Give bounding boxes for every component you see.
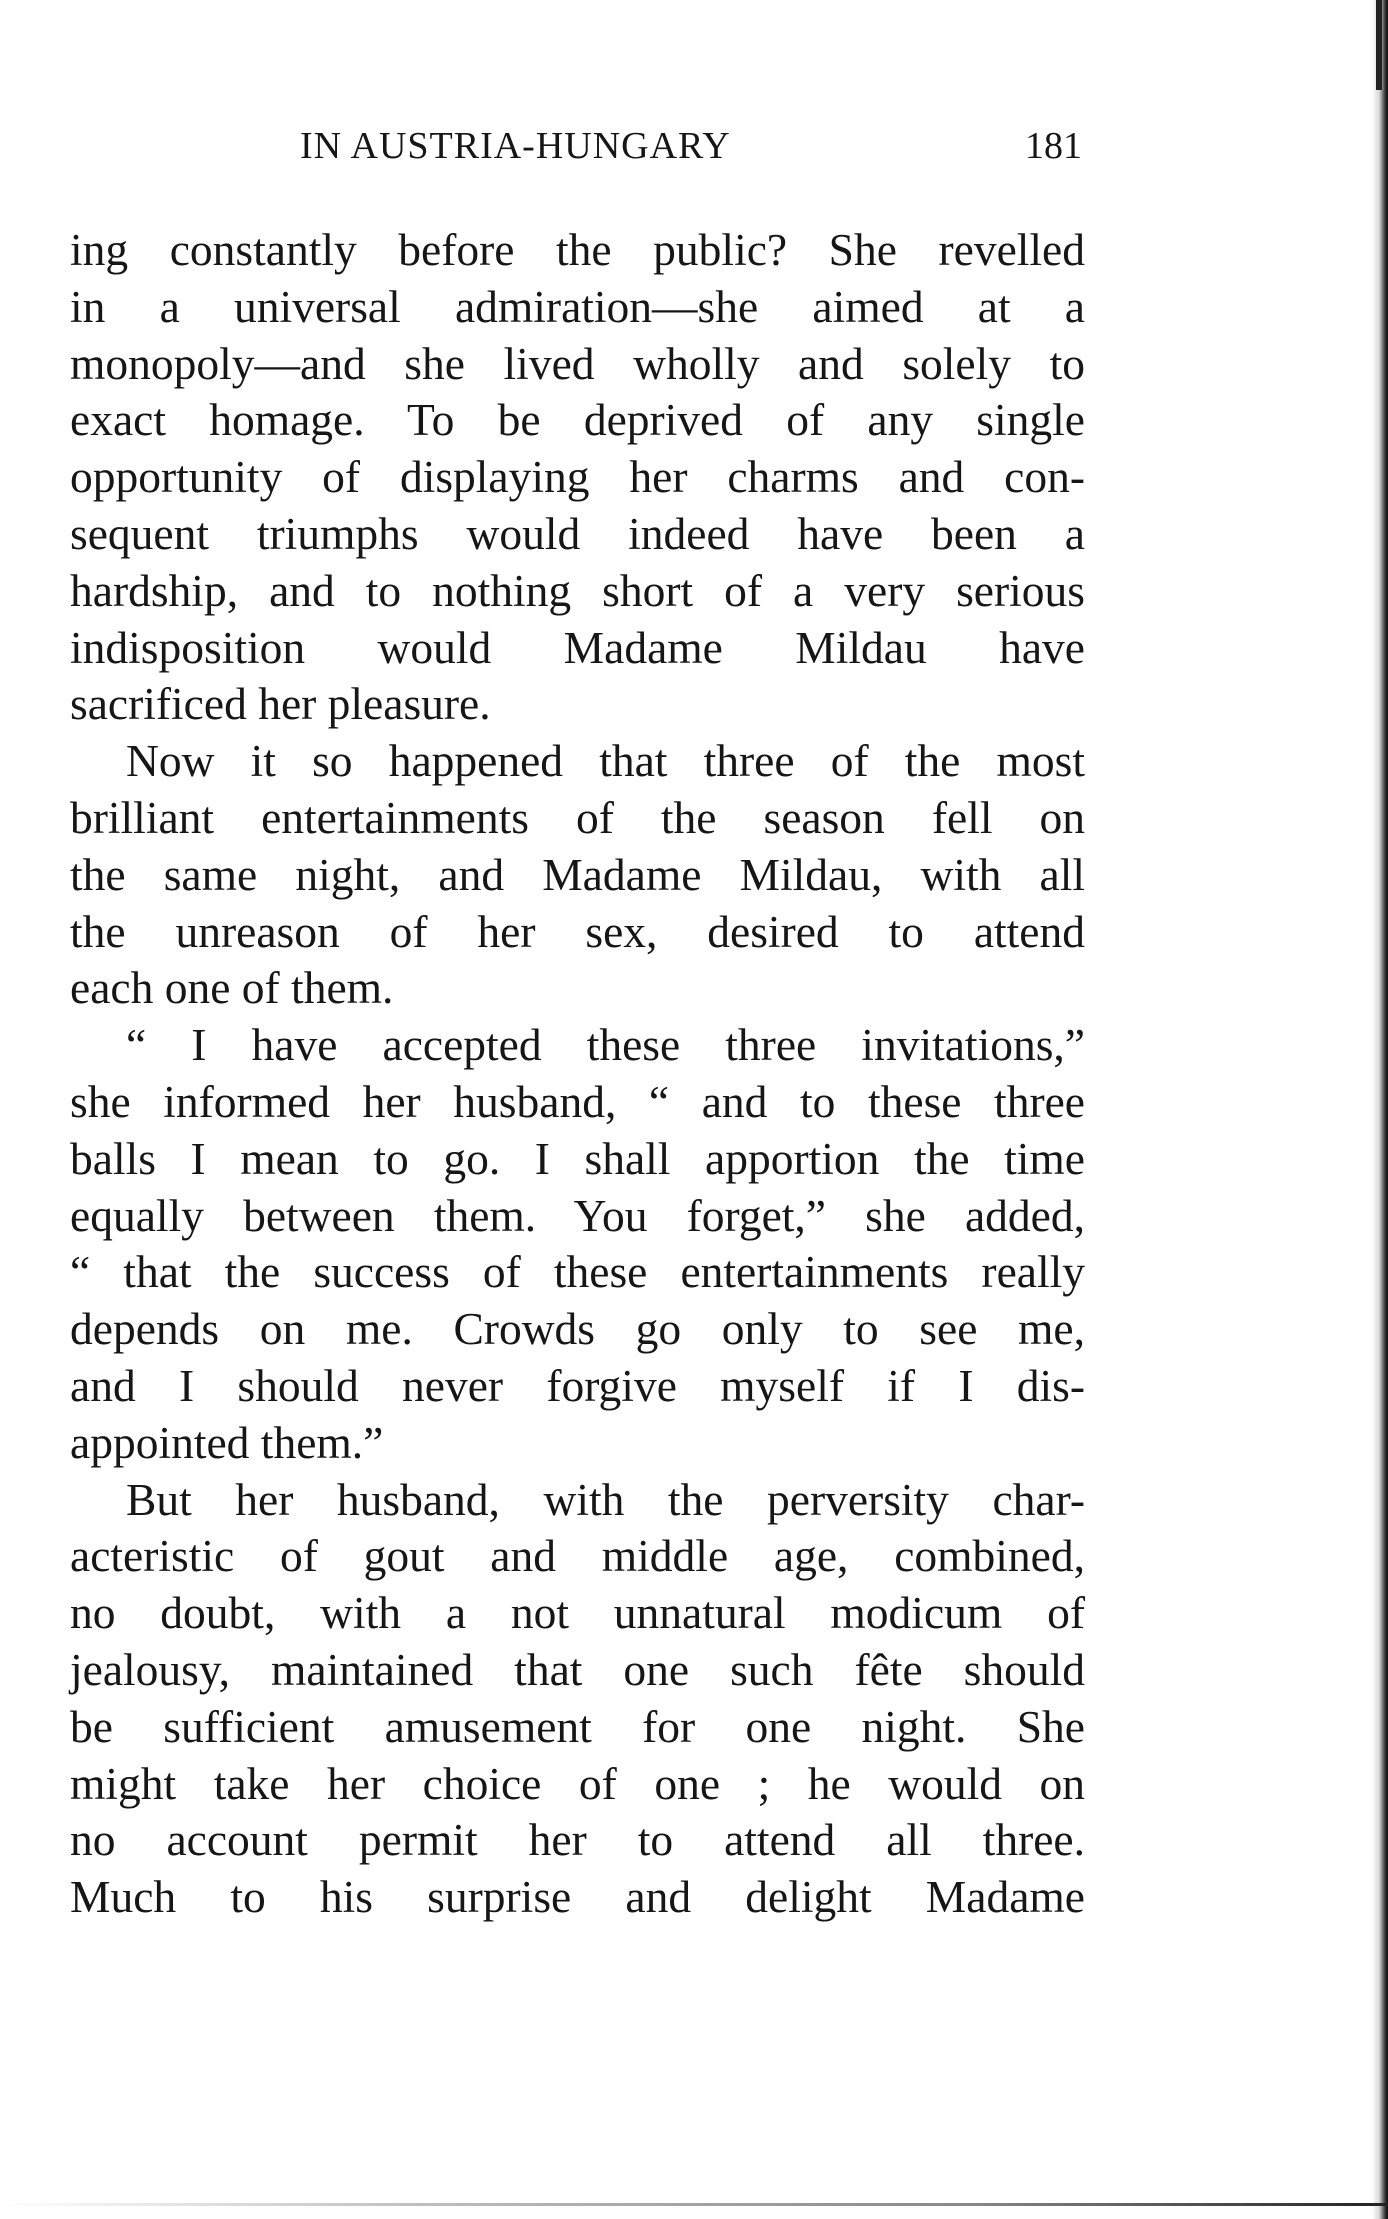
text-line: “ that the success of these entertainments really — [70, 1246, 1085, 1298]
text-line: sacrificed her pleasure. — [70, 678, 491, 730]
running-head — [300, 124, 1082, 174]
text-line: each one of them. — [70, 962, 394, 1014]
text-line: brilliant entertainments of the season fell on — [70, 791, 1085, 843]
text-line: no account permit her to attend all three. — [70, 1814, 1085, 1866]
text-line: jealousy, maintained that one such fête should — [70, 1643, 1085, 1695]
text-line: ing constantly before the public? She revelled — [70, 224, 1085, 275]
page-edge-shadow — [1372, 0, 1388, 2219]
text-line: acteristic of gout and middle age, combined, — [70, 1530, 1085, 1582]
text-line: be sufficient amusement for one night. She — [70, 1700, 1085, 1752]
text-line: might take her choice of one ; he would on — [70, 1757, 1085, 1809]
text-line: no doubt, with a not unnatural modicum of — [70, 1587, 1085, 1639]
text-line: monopoly—and she lived wholly and solely to — [70, 337, 1085, 389]
running-title: IN AUSTRIA-HUNGARY — [300, 125, 731, 167]
text-line: the unreason of her sex, desired to attend — [70, 905, 1085, 957]
text-line: Now it so happened that three of the most — [126, 735, 1085, 787]
text-line: equally between them. You forget,” she added, — [70, 1189, 1085, 1241]
text-line: “ I have accepted these three invitations,” — [126, 1019, 1085, 1071]
text-line: sequent triumphs would indeed have been a — [70, 507, 1085, 559]
text-line: indisposition would Madame Mildau have — [70, 621, 1085, 673]
page-bottom-edge — [0, 2203, 1388, 2206]
page-edge-mark — [1376, 0, 1382, 90]
text-line: in a universal admiration—she aimed at a — [70, 280, 1085, 332]
text-line: the same night, and Madame Mildau, with all — [70, 848, 1085, 900]
text-line: and I should never forgive myself if I dis- — [70, 1359, 1085, 1411]
text-line: But her husband, with the perversity char- — [126, 1473, 1085, 1525]
page-number: 181 — [1025, 125, 1082, 167]
text-line: depends on me. Crowds go only to see me, — [70, 1303, 1085, 1355]
body-text — [70, 222, 1085, 1926]
text-line: appointed them.” — [70, 1416, 384, 1468]
text-line: balls I mean to go. I shall apportion the time — [70, 1132, 1085, 1184]
text-line: exact homage. To be deprived of any single — [70, 394, 1085, 446]
text-line: Much to his surprise and delight Madame — [70, 1871, 1085, 1923]
text-line: hardship, and to nothing short of a very serious — [70, 564, 1085, 616]
text-line: opportunity of displaying her charms and con- — [70, 451, 1085, 503]
text-line: she informed her husband, “ and to these three — [70, 1075, 1085, 1127]
